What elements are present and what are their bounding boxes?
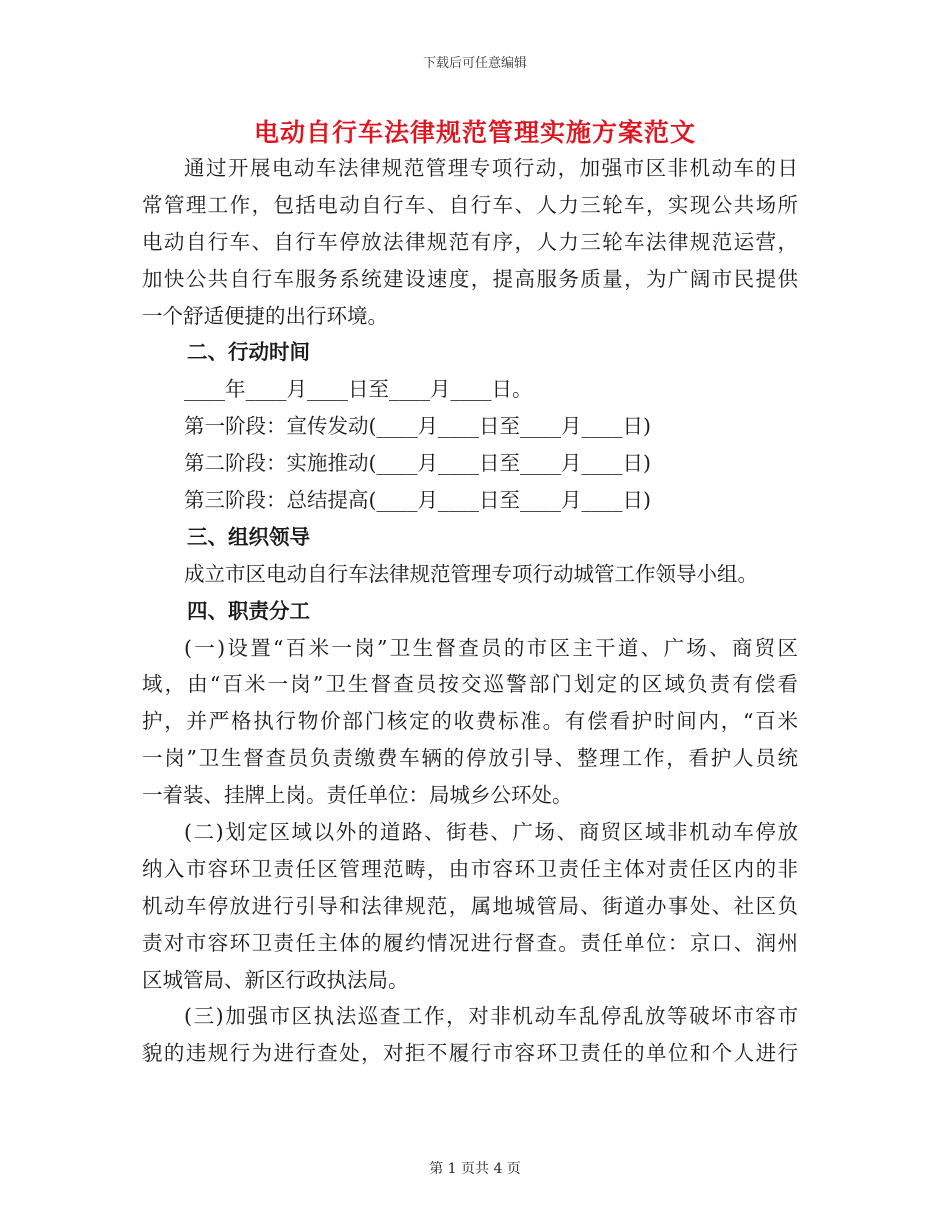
body-line: ____年____月____日至____月____日。 bbox=[184, 377, 533, 402]
page-footer: 第 1 页共 4 页 bbox=[429, 1161, 521, 1177]
body-line: 机动车停放进行引导和法律规范，属地城管局、街道办事处、社区负 bbox=[142, 893, 798, 918]
body-line: 域，由“百米一岗”卫生督查员按交巡警部门划定的区域负责有偿看 bbox=[142, 672, 798, 697]
body-line: 加快公共自行车服务系统建设速度，提高服务质量，为广阔市民提供 bbox=[142, 266, 798, 291]
body-line: 常管理工作，包括电动自行车、自行车、人力三轮车，实现公共场所 bbox=[142, 192, 798, 217]
body-line: 责对市容环卫责任主体的履约情况进行督查。责任单位：京口、润州 bbox=[142, 930, 798, 955]
document-body bbox=[142, 150, 798, 1072]
body-line: 第一阶段：宣传发动(____月____日至____月____日) bbox=[184, 414, 651, 439]
body-line: 护，并严格执行物价部门核定的收费标准。有偿看护时间内，“百米 bbox=[142, 709, 798, 734]
body-line: 一岗”卫生督查员负责缴费车辆的停放引导、整理工作，看护人员统 bbox=[142, 746, 798, 771]
body-line: 纳入市容环卫责任区管理范畴，由市容环卫责任主体对责任区内的非 bbox=[142, 856, 798, 881]
body-line: (三)加强市区执法巡查工作，对非机动车乱停乱放等破坏市容市 bbox=[184, 1004, 798, 1029]
section-heading: 二、行动时间 bbox=[187, 340, 310, 365]
body-line: 第二阶段：实施推动(____月____日至____月____日) bbox=[184, 451, 651, 476]
body-line: (一)设置“百米一岗”卫生督查员的市区主干道、广场、商贸区 bbox=[184, 635, 798, 660]
section-heading: 三、组织领导 bbox=[187, 524, 310, 549]
body-line: 第三阶段：总结提高(____月____日至____月____日) bbox=[184, 488, 651, 513]
body-line: 一个舒适便捷的出行环境。 bbox=[142, 303, 388, 328]
document-title: 电动自行车法律规范管理实施方案范文 bbox=[253, 118, 696, 147]
body-line: 区城管局、新区行政执法局。 bbox=[142, 967, 409, 992]
body-line: 成立市区电动自行车法律规范管理专项行动城管工作领导小组。 bbox=[184, 561, 758, 586]
body-line: (二)划定区域以外的道路、街巷、广场、商贸区域非机动车停放 bbox=[184, 820, 798, 845]
body-line: 电动自行车、自行车停放法律规范有序，人力三轮车法律规范运营， bbox=[142, 229, 798, 254]
body-line: 貌的违规行为进行查处，对拒不履行市容环卫责任的单位和个人进行 bbox=[142, 1041, 798, 1066]
body-line: 一着装、挂牌上岗。责任单位：局城乡公环处。 bbox=[142, 783, 573, 808]
header-note: 下载后可任意编辑 bbox=[422, 56, 527, 71]
body-line: 通过开展电动车法律规范管理专项行动，加强市区非机动车的日 bbox=[184, 156, 798, 180]
section-heading: 四、职责分工 bbox=[187, 598, 310, 623]
